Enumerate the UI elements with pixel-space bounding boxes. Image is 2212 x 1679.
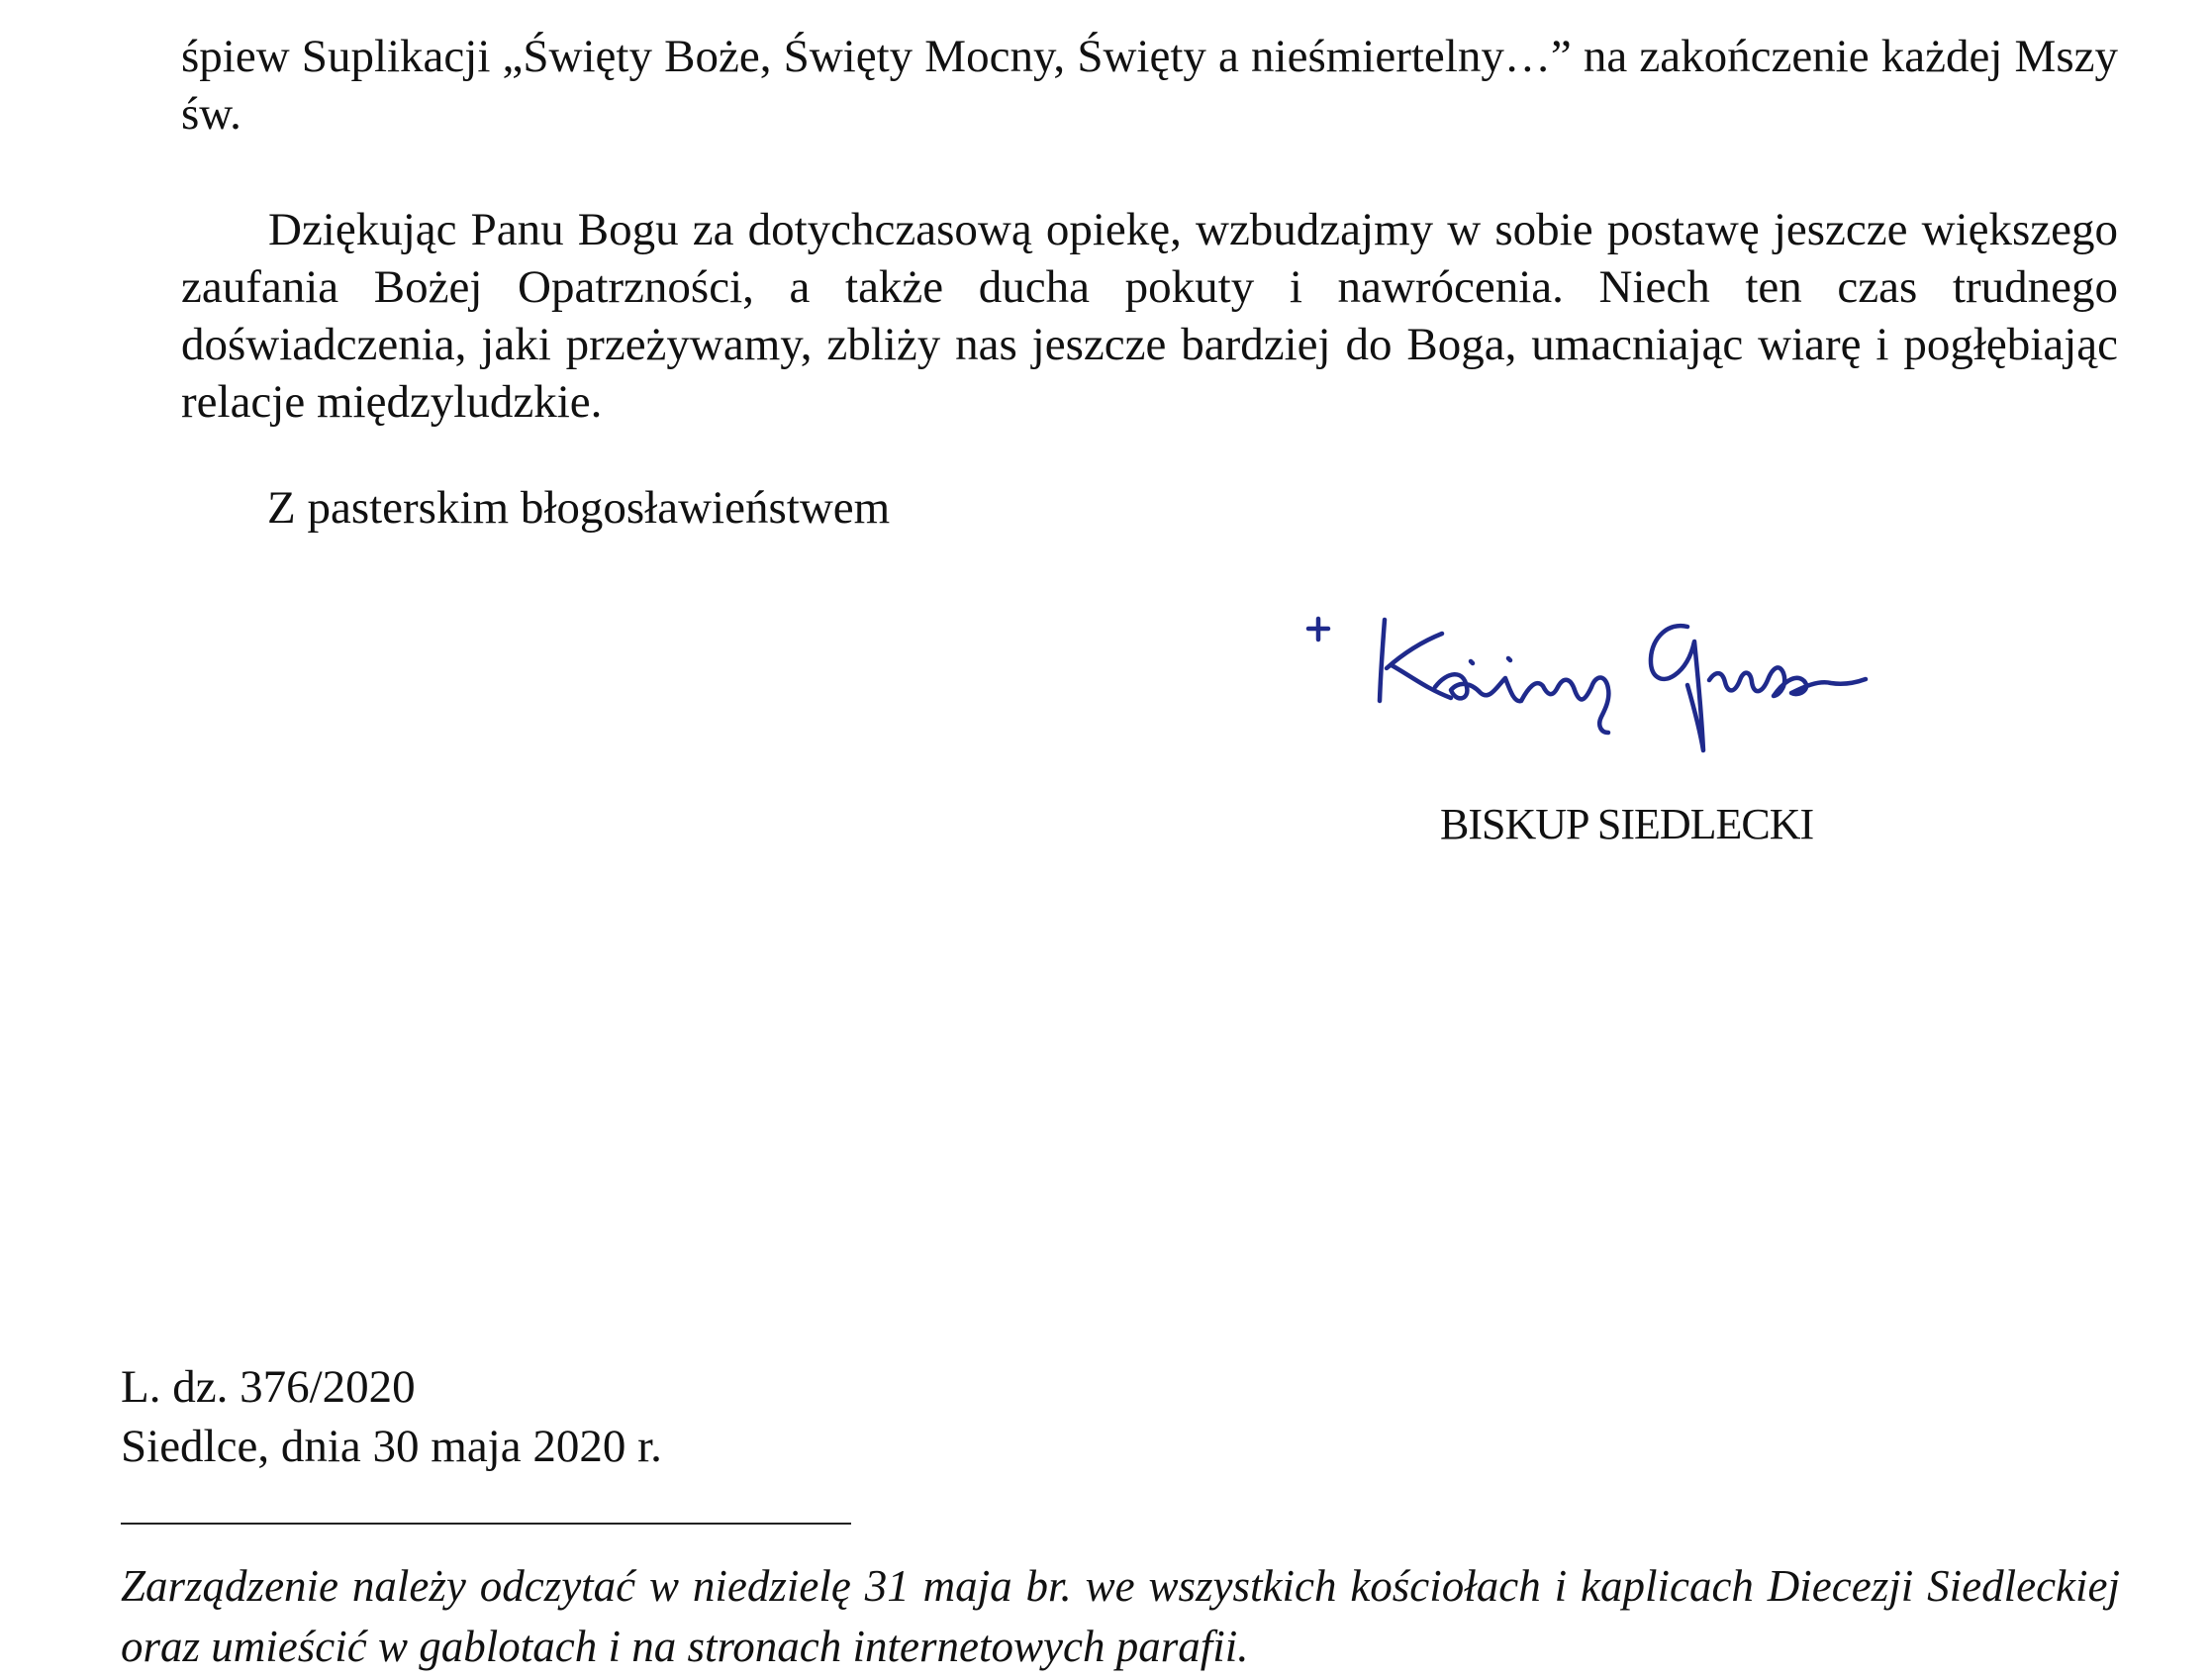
- divider-line: [121, 1523, 851, 1525]
- signature-image: [1287, 584, 1960, 762]
- signature-letter-k: [1380, 620, 1385, 701]
- signature-first-name-stroke: [1435, 674, 1608, 733]
- reading-instruction-note: Zarządzenie należy odczytać w niedzielę 31 maja br. we wszystkich kościołach i kaplicach Diecezji Siedleckiej oraz umieścić w gablotach i na stronach internetowych parafii.: [121, 1561, 2120, 1671]
- reference-number: L. dz. 376/2020: [121, 1361, 416, 1413]
- paragraph-gratitude: Dziękując Panu Bogu za dotychczasową opiekę, wzbudzajmy w sobie postawę jeszcze większego zaufania Bożej Opatrzności, a także ducha pokuty i nawrócenia. Niech ten czas trudnego doświadczenia, jaki przeżywamy, zbliży nas jeszcze bardziej do Boga, umacniając wiarę i pogłębiając relacje międzyludzkie.: [181, 204, 2118, 428]
- closing-blessing: Z pasterskim błogosławieństwem: [267, 482, 891, 534]
- signature-dots: [1471, 658, 1510, 663]
- signature-letter-g: [1651, 626, 1703, 750]
- signature-surname-stroke: [1709, 667, 1866, 696]
- place-and-date: Siedlce, dnia 30 maja 2020 r.: [121, 1421, 662, 1472]
- paragraph-supplication: śpiew Suplikacji „Święty Boże, Święty Mocny, Święty a nieśmiertelny…” na zakończenie każdej Mszy św.: [181, 31, 2118, 140]
- signer-title: BISKUP SIEDLECKI: [1440, 800, 1814, 848]
- signature-letter-k-arm: [1387, 634, 1451, 698]
- signature-cross: [1308, 619, 1328, 640]
